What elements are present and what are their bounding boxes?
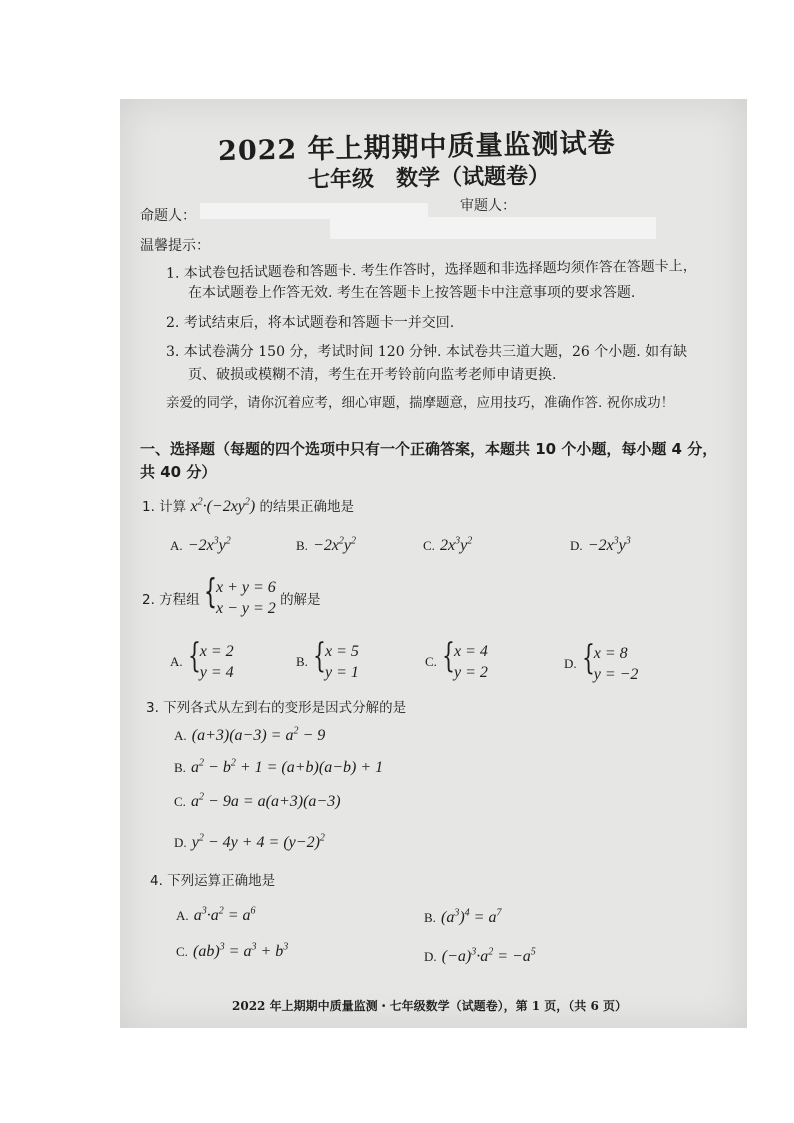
q2-option-c [425,636,488,683]
question-2-prefix: 2. 方程组 [142,592,200,608]
option-expression: $(a+3)(a-3) = a^2 - 9$ [191,725,326,744]
option-expression: $-2x^3y^3$ [587,535,631,554]
option-expression: $-2x^3y^2$ [187,535,231,554]
option-label: C. [425,654,437,669]
brace-icon: { [581,638,595,678]
option-label: D. [570,538,583,553]
option-label: C. [174,794,186,809]
equation: x − y = 2 [215,600,276,617]
q3-option-b [174,757,383,777]
q1-option-d [570,535,631,555]
option-expression: $a^2 - 9a = a(a+3)(a-3)$ [191,791,341,810]
option-expression: $2x^3y^2$ [440,535,473,554]
question-2-suffix: 的解是 [280,592,321,608]
q1-option-b [296,535,356,555]
option-label: D. [424,949,437,964]
tip-item-3: 3. 本试卷满分 150 分，考试时间 120 分钟. 本试卷共三道大题，26 个小题. 如有缺 [166,344,688,360]
q3-option-d [174,832,325,852]
option-label: C. [176,944,188,959]
question-1-prefix: 1. 计算 [142,499,187,515]
tip-item-3-cont: 页、破损或模糊不清，考生在开考铃前向监考老师申请更换. [188,367,557,383]
exam-subtitle: 七年级 数学（试题卷） [307,162,551,194]
q1-option-a [170,535,231,555]
option-label: A. [174,728,187,743]
page-footer: 2022 年上期期中质量监测・七年级数学（试题卷），第 1 页，（共 6 页） [232,999,627,1013]
question-1-expression: $x^2\cdot(-2xy^2)$ [190,496,256,515]
tip-item-2: 2. 考试结束后，将本试题卷和答题卡一并交回. [166,315,455,331]
q2-option-d [564,638,639,685]
reviewer-label: 审题人： [460,198,516,214]
section-1-heading: 一、选择题（每题的四个选项中只有一个正确答案，本题共 10 个小题，每小题 4 分， [140,440,718,458]
equation: y = 1 [325,664,359,681]
question-4: 4. 下列运算正确地是 [150,873,276,889]
brace-icon: { [313,636,326,676]
brace-icon: { [187,636,201,676]
option-expression: $(ab)^3 = a^3 + b^3$ [193,941,289,960]
exam-paper [120,99,747,1028]
option-label: C. [423,538,435,553]
equation: y = 4 [199,664,234,681]
option-expression: $-2x^2y^2$ [313,535,357,554]
equation: x = 4 [454,643,488,660]
q3-option-a [174,725,325,745]
option-label: D. [564,656,577,671]
q4-option-c [176,941,288,961]
brace-icon: { [203,572,217,612]
option-expression: $a^2 - b^2 + 1 = (a+b)(a-b) + 1$ [191,757,384,776]
option-label: A. [170,538,183,553]
option-label: B. [296,654,308,669]
q2-option-b [296,636,359,683]
option-label: B. [174,760,186,775]
option-expression: $(a^3)^4 = a^7$ [441,907,502,926]
option-label: D. [174,835,187,850]
option-label: B. [424,910,436,925]
q4-option-d [424,946,536,966]
q3-option-c [174,791,341,811]
equation: x = 2 [199,643,234,660]
solution-system [187,636,234,683]
solution-system [581,638,639,685]
brace-icon: { [442,636,455,676]
option-expression: $a^3\cdot a^2 = a^6$ [193,905,256,924]
proposer-label: 命题人： [140,208,196,224]
exam-title: 2022 年上期期中质量监测试卷 [217,127,616,168]
section-1-heading-cont: 共 40 分） [140,463,217,481]
tip-item-1-cont: 在本试题卷上作答无效. 考生在答题卡上按答题卡中注意事项的要求答题. [188,285,636,301]
option-label: B. [296,538,308,553]
solution-system [313,636,359,683]
q2-option-a [170,636,234,683]
equation-system [203,572,276,619]
equation: y = −2 [593,666,639,683]
equation: x = 8 [593,645,628,662]
equation: y = 2 [454,664,488,681]
question-3: 3. 下列各式从左到右的变形是因式分解的是 [146,700,407,716]
tip-item-1: 1. 本试卷包括试题卷和答题卡. 考生作答时，选择题和非选择题均须作答在答题卡上， [165,258,697,282]
solution-system [442,636,488,683]
option-expression: $(-a)^3\cdot a^2 = -a^5$ [441,946,536,965]
equation: x = 5 [325,643,359,660]
option-expression: $y^2 - 4y + 4 = (y-2)^2$ [191,832,325,851]
q4-option-a [176,905,256,925]
question-1 [142,495,354,516]
q4-option-b [424,907,501,927]
encourage-text: 亲爱的同学，请你沉着应考，细心审题，揣摩题意，应用技巧，准确作答. 祝你成功！ [166,395,675,411]
tips-heading: 温馨提示： [140,238,210,254]
equation: x + y = 6 [215,579,276,596]
option-label: A. [176,908,189,923]
q1-option-c [423,535,472,555]
question-2 [142,572,321,619]
question-1-suffix: 的结果正确地是 [259,499,355,515]
redacted-name-box [330,217,656,239]
option-label: A. [170,654,183,669]
